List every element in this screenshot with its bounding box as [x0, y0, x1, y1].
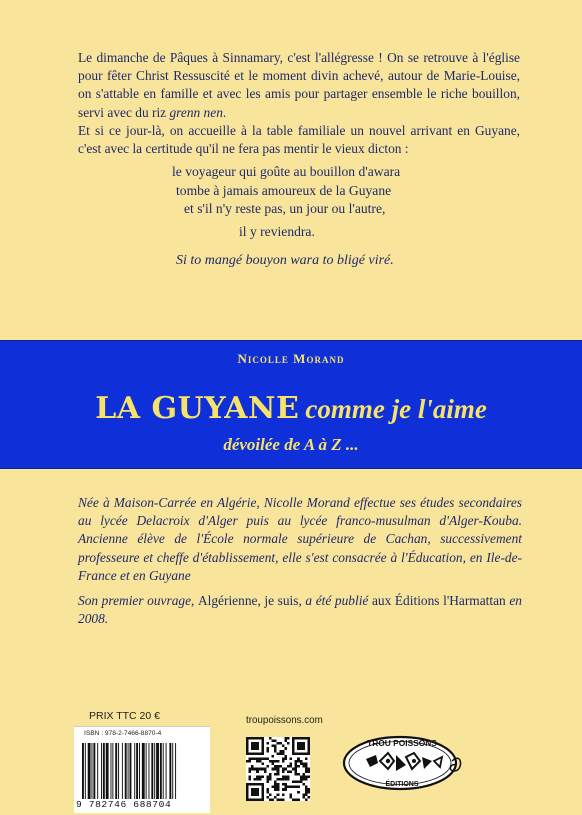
book-title-main: LA GUYANE [95, 391, 300, 426]
bio-paragraph-2: Son premier ouvrage, Algérienne, je suis, a été publié aux Éditions l'Harmattan en 2008. [78, 593, 522, 627]
title-band [0, 340, 582, 469]
bio-paragraph-1: Née à Maison-Carrée en Algérie, Nicolle Morand effectue ses études secondaires au lycée Delacroix d'Alger puis au lycée franco-musulman d'Alger-Kouba. Ancienne élève de l'École normale supérieure de Cachan, successivement professeure et cheffe d'établissement, elle s'est consacrée à l'Éducation, en Ile-de-France et en Guyane [78, 495, 522, 583]
verse-line: et s'il n'y reste pas, un jour ou l'autre, [184, 201, 386, 217]
verse-line: le voyageur qui goûte au bouillon d'awara [172, 164, 401, 180]
publisher-name-top: TROU POISSONS [367, 738, 437, 748]
barcode-bars [82, 743, 204, 799]
book-title-sub: comme je l'aime [305, 394, 487, 424]
first-book-title: Algérienne, je suis, [197, 593, 302, 609]
verse-line: il y reviendra. [239, 224, 315, 239]
publisher-name-bottom: ÉDITIONS [385, 781, 419, 788]
creole-proverb: Si to mangé bouyon wara to bligé viré. [176, 252, 394, 268]
qr-code [246, 737, 310, 801]
price-label: PRIX TTC 20 € [89, 710, 160, 722]
book-subtitle: dévoilée de A à Z ... [223, 435, 359, 454]
verse-line: tombe à jamais amoureux de la Guyane [176, 182, 392, 198]
verse-dicton [78, 163, 520, 241]
publisher-website: troupoissons.com [246, 715, 323, 726]
publisher-logo [340, 731, 466, 793]
author-bio [78, 494, 522, 628]
barcode-number: 9 782746 688704 [76, 799, 172, 810]
blurb-paragraph-1: Le dimanche de Pâques à Sinnamary, c'est l'allégresse ! On se retrouve à l'église pour fêter Christ Ressuscité et le moment divin achevé, autour de Marie-Louise, on s'attable en famille et avec les amis pour partager ensemble le riche bouillon, servi avec du riz grenn nen. [78, 50, 520, 120]
publisher-name: aux Éditions l'Harmattan [371, 593, 506, 609]
blurb-paragraph-2: Et si ce jour-là, on accueille à la table familiale un nouvel arrivant en Guyane, c'est avec la certitude qu'il ne fera pas mentir le vieux dicton : [78, 122, 520, 157]
book-title [0, 391, 582, 426]
blurb-italic-term: grenn nen [169, 104, 223, 120]
author-name: Nicolle Morand [237, 351, 345, 366]
isbn-label: ISBN : 978-2-7466-8870-4 [84, 730, 162, 737]
barcode-block [74, 726, 210, 813]
back-cover-blurb [78, 49, 520, 270]
